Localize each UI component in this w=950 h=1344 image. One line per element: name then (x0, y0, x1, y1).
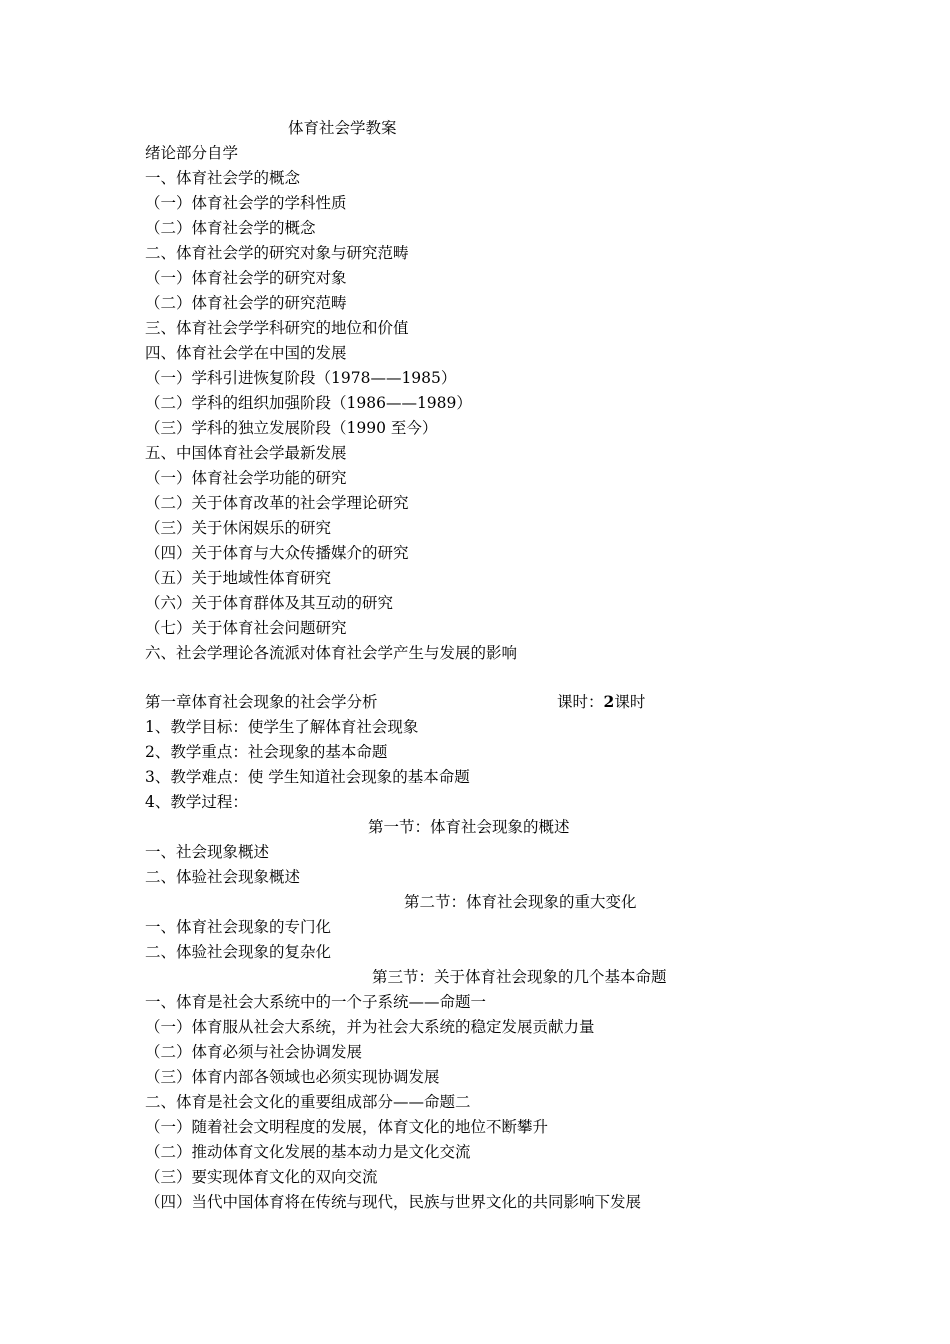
intro-item: 一、体育社会学的概念 (145, 169, 301, 187)
intro-item: 六、社会学理论各流派对体育社会学产生与发展的影响 (145, 644, 518, 662)
section3-item: （三）要实现体育文化的双向交流 (145, 1168, 378, 1186)
section1-item: 一、社会现象概述 (145, 843, 270, 861)
section2-item: 一、体育社会现象的专门化 (145, 918, 332, 936)
intro-item: （一）学科引进恢复阶段（1978——1985） (145, 369, 457, 387)
intro-item: （五）关于地域性体育研究 (145, 569, 332, 587)
section3-item: 二、体育是社会文化的重要组成部分——命题二 (145, 1093, 471, 1111)
intro-item: （三）关于休闲娱乐的研究 (145, 519, 332, 537)
section3-item: （四）当代中国体育将在传统与现代，民族与世界文化的共同影响下发展 (145, 1193, 642, 1211)
intro-item: （一）体育社会学的学科性质 (145, 194, 347, 212)
objective-item: 3、教学难点：使 学生知道社会现象的基本命题 (145, 768, 470, 786)
document-title: 体育社会学教案 (288, 119, 397, 137)
intro-item: （二）关于体育改革的社会学理论研究 (145, 494, 409, 512)
objective-item: 4、教学过程： (145, 793, 248, 811)
section2-item: 二、体验社会现象的复杂化 (145, 943, 332, 961)
intro-item: （七）关于体育社会问题研究 (145, 619, 347, 637)
objective-item: 2、教学重点：社会现象的基本命题 (145, 743, 388, 761)
section1-title: 第一节：体育社会现象的概述 (368, 818, 570, 836)
intro-item: （二）体育社会学的概念 (145, 219, 316, 237)
class-hours-value: 2 (603, 692, 615, 711)
class-hours-label: 课时： (557, 693, 604, 711)
section2-title: 第二节：体育社会现象的重大变化 (404, 893, 637, 911)
section3-item: （三）体育内部各领域也必须实现协调发展 (145, 1068, 440, 1086)
class-hours-unit: 课时 (614, 693, 646, 711)
objective-item: 1、教学目标：使学生了解体育社会现象 (145, 718, 419, 736)
section3-item: （一）体育服从社会大系统，并为社会大系统的稳定发展贡献力量 (145, 1018, 595, 1036)
intro-item: （三）学科的独立发展阶段（1990 至今） (145, 419, 438, 437)
intro-item: （六）关于体育群体及其互动的研究 (145, 594, 394, 612)
intro-item: （四）关于体育与大众传播媒介的研究 (145, 544, 409, 562)
intro-item: 四、体育社会学在中国的发展 (145, 344, 347, 362)
class-hours (557, 692, 645, 712)
intro-heading: 绪论部分自学 (145, 144, 239, 162)
chapter-heading: 第一章体育社会现象的社会学分析 (145, 693, 378, 711)
intro-item: 二、体育社会学的研究对象与研究范畴 (145, 244, 409, 262)
section1-item: 二、体验社会现象概述 (145, 868, 301, 886)
section3-item: （二）体育必须与社会协调发展 (145, 1043, 363, 1061)
intro-item: 三、体育社会学学科研究的地位和价值 (145, 319, 409, 337)
section3-item: （一）随着社会文明程度的发展，体育文化的地位不断攀升 (145, 1118, 549, 1136)
section3-title: 第三节：关于体育社会现象的几个基本命题 (372, 968, 667, 986)
intro-item: 五、中国体育社会学最新发展 (145, 444, 347, 462)
section3-item: 一、体育是社会大系统中的一个子系统——命题一 (145, 993, 487, 1011)
intro-item: （二）体育社会学的研究范畴 (145, 294, 347, 312)
intro-item: （一）体育社会学功能的研究 (145, 469, 347, 487)
intro-item: （二）学科的组织加强阶段（1986——1989） (145, 394, 472, 412)
section3-item: （二）推动体育文化发展的基本动力是文化交流 (145, 1143, 471, 1161)
intro-item: （一）体育社会学的研究对象 (145, 269, 347, 287)
